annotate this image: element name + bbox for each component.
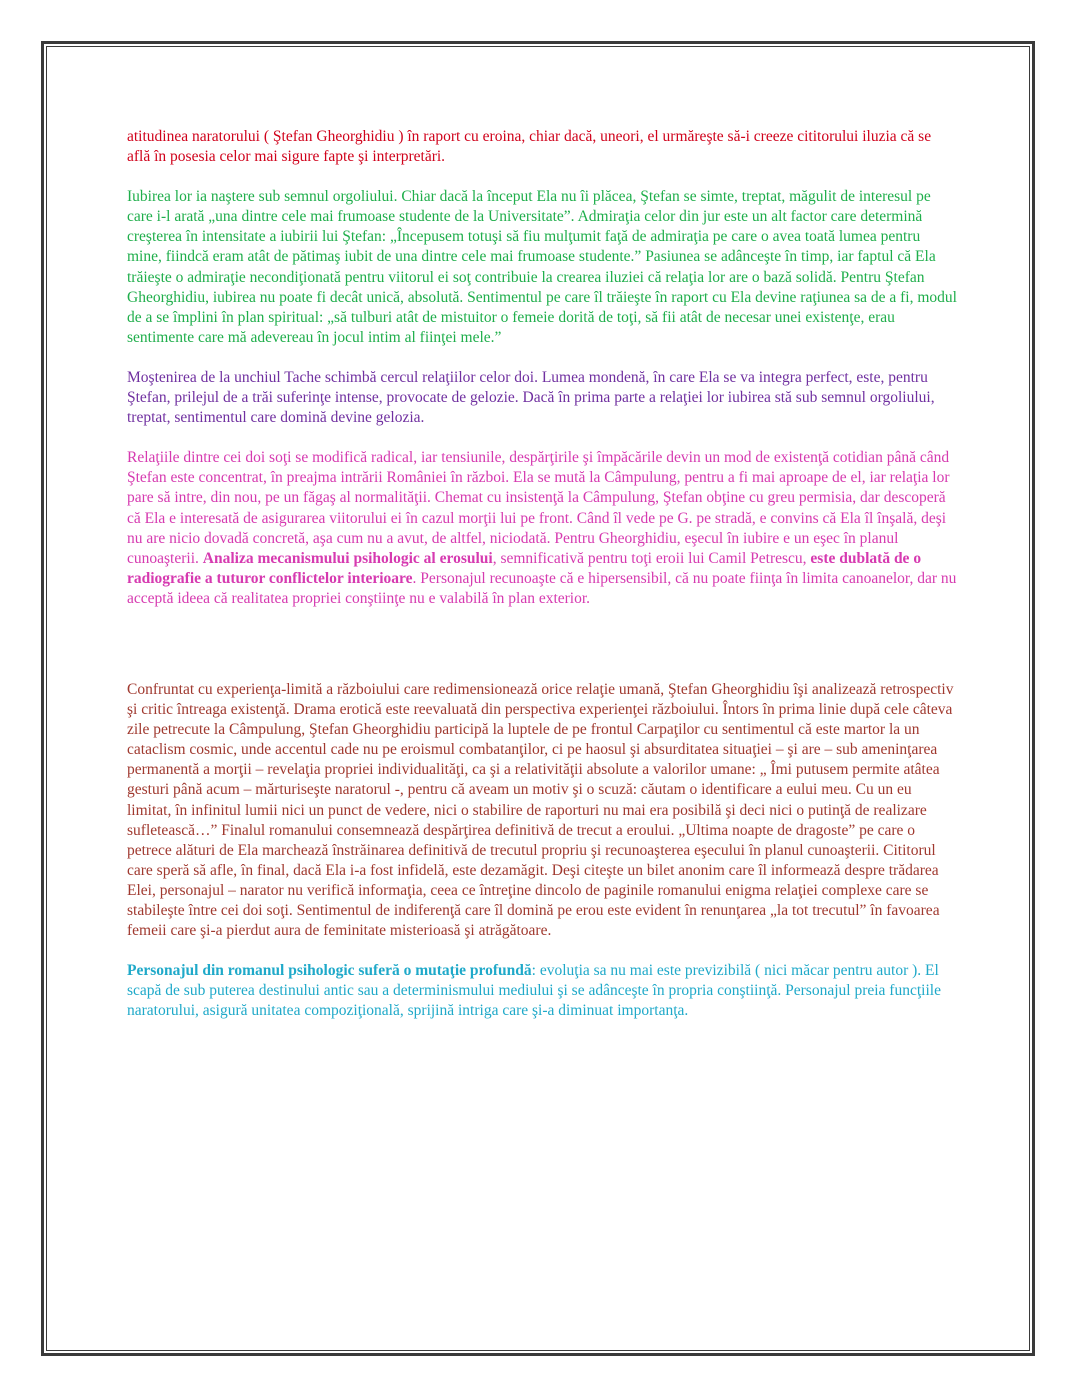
document-body [127,127,957,1021]
text-segment: . Personajul recunoaşte că e hipersensibil, că nu poate fiinţa în limita canoanelor, dar nu acceptă ideea că realitatea propriei conştiinţe nu e valabilă în plan exterior. [127,569,957,607]
text-segment: , semnificativă pentru toţi eroii lui Camil Petrescu, [492,549,811,567]
paragraph-character-mutation [127,961,957,1021]
text-segment: : evoluţia sa nu mai este previzibilă ( nici măcar pentru autor ). El scapă de sub puterea destinului antic sau a determinismului mediului şi se adânceşte în propria conştiinţă. Personajul preia funcţiile naratorului, asigură unitatea compoziţională, sprijină intriga care şi-a diminuat importanţa. [127,962,941,1020]
text-segment: Iubirea lor ia naştere sub semnul orgoliului. Chiar dacă la început Ela nu îi plăcea, Ştefan se simte, treptat, măgulit de interesul pe care i-l arată „una dintre cele mai frumoase studente de la Universitate”. Admiraţia celor din jur este un alt factor care determină creşterea în intensitate a iubirii lui Ştefan: „Începusem totuşi să fiu mulţumit faţă de admiraţia pe care o avea toată lumea pentru mine, fiindcă eram atât de pătimaş iubit de una dintre cele mai frumoase studente.” Pasiunea se adânceşte în timp, iar faptul că Ela trăieşte o admiraţie necondiţionată pentru viitorul ei soţ contribuie la crearea iluziei că relaţia lor are o bază solidă. Pentru Ştefan Gheorghidiu, iubirea nu poate fi decât unică, absolută. Sentimentul pe care îl trăieşte în raport cu Ela devine raţiunea sa de a fi, modul de a se împlini în plan spiritual: „să tulburi atât de mistuitor o femeie dorită de toţi, să fii atât de necesar unei existenţe, erau sentimente care mă adevereau în jocul intim al fiinţei mele.” [127,188,957,346]
paragraph-inheritance-jealousy [127,368,957,428]
text-segment: Relaţiile dintre cei doi soţi se modifică radical, iar tensiunile, despărţirile şi împăcările devin un mod de existenţă cotidian până când Ştefan este concentrat, în preajma intrării României în război. Ela se mută la Câmpulung, pentru a fi mai aproape de el, iar relaţia lor pare să intre, din nou, pe un făgaş al normalităţii. Chemat cu insistenţă la Câmpulung, Ştefan obţine cu greu permisia, dar descoperă că Ela e interesată de asigurarea viitorului ei în cazul morţii lui pe front. Când îl vede pe G. pe stradă, e convins că Ela îl înşală, deşi nu are nicio dovadă concretă, aşa cum nu a avut, de altfel, niciodată. Pentru Gheorghidiu, eşecul în iubire e un eşec în planul cunoaşterii. [127,449,950,567]
bold-phrase: Analiza mecanismului psihologic al erosului [202,549,493,567]
paragraph-love-and-pride [127,187,957,348]
paragraph-narrator-attitude [127,127,957,167]
bold-phrase: Personajul din romanul psihologic suferă o mutaţie profundă [127,962,532,980]
text-segment: Confruntat cu experienţa-limită a războiului care redimensionează orice relaţie umană, Ştefan Gheorghidiu îşi analizează retrospectiv şi critic întreaga existenţă. Drama erotică este reevaluată din perspectiva experienţei războiului. Întors în prima linie după cele câteva zile petrecute la Câmpulung, Ştefan Gheorghidiu participă la luptele de pe frontul Carpaţilor cu sentimentul că este martor la un cataclism cosmic, unde accentul cade nu pe eroismul combatanţilor, ci pe haosul şi absurditatea situaţiei – şi are – sub ameninţarea permanentă a morţii – revelaţia propriei individualităţi, ca şi a relativităţii absolute a valorilor umane: „ Îmi putusem permite atâtea gesturi până acum – mărturiseşte naratorul -, pentru că aveam un motiv şi o scuză: căutam o identificare a eului meu. Cu un eu limitat, în infinitul lumii nici un punct de vedere, nici o stabilire de raporturi nu mai era posibilă şi deci nici o putinţă de realizare sufletească…” Finalul romanului consemnează despărţirea definitivă de trecut a eroului. „Ultima noapte de dragoste” pe care o petrece alături de Ela marchează înstrăinarea definitivă de trecutul propriu şi recunoaşterea eşecului în planul cunoaşterii. Cititorul care speră să afle, în final, dacă Ela i-a fost infidelă, este dezamăgit. Deşi citeşte un bilet anonim care îl informează despre trădarea Elei, personajul – narator nu verifică informaţia, ceea ce întreţine dincolo de paginile romanului enigma relaţiei complexe care se stabileşte între cei doi soţi. Sentimentul de indiferenţă care îl domină pe erou este evident în renunţarea „la tot trecutul” în favoarea femeii care şi-a pierdut aura de feminitate misterioasă şi atrăgătoare. [127,680,954,940]
bold-phrase: este dublată de o radiografie a tuturor conflictelor interioare [127,549,922,587]
paragraph-war-experience [127,680,957,941]
text-segment: atitudinea naratorului ( Ştefan Gheorghidiu ) în raport cu eroina, chiar dacă, uneori, el urmăreşte să-i creeze cititorului iluzia că se află în posesia celor mai sigure fapte şi interpretări. [127,128,932,166]
text-segment: Moştenirea de la unchiul Tache schimbă cercul relaţiilor celor doi. Lumea mondenă, în care Ela se va integra perfect, este, pentru Ştefan, prilejul de a trăi suferinţe intense, provocate de gelozie. Dacă în prima parte a relaţiei lor iubirea stă sub semnul orgoliului, treptat, sentimentul care domină devine gelozia. [127,368,935,427]
paragraph-marriage-conflicts [127,448,957,609]
